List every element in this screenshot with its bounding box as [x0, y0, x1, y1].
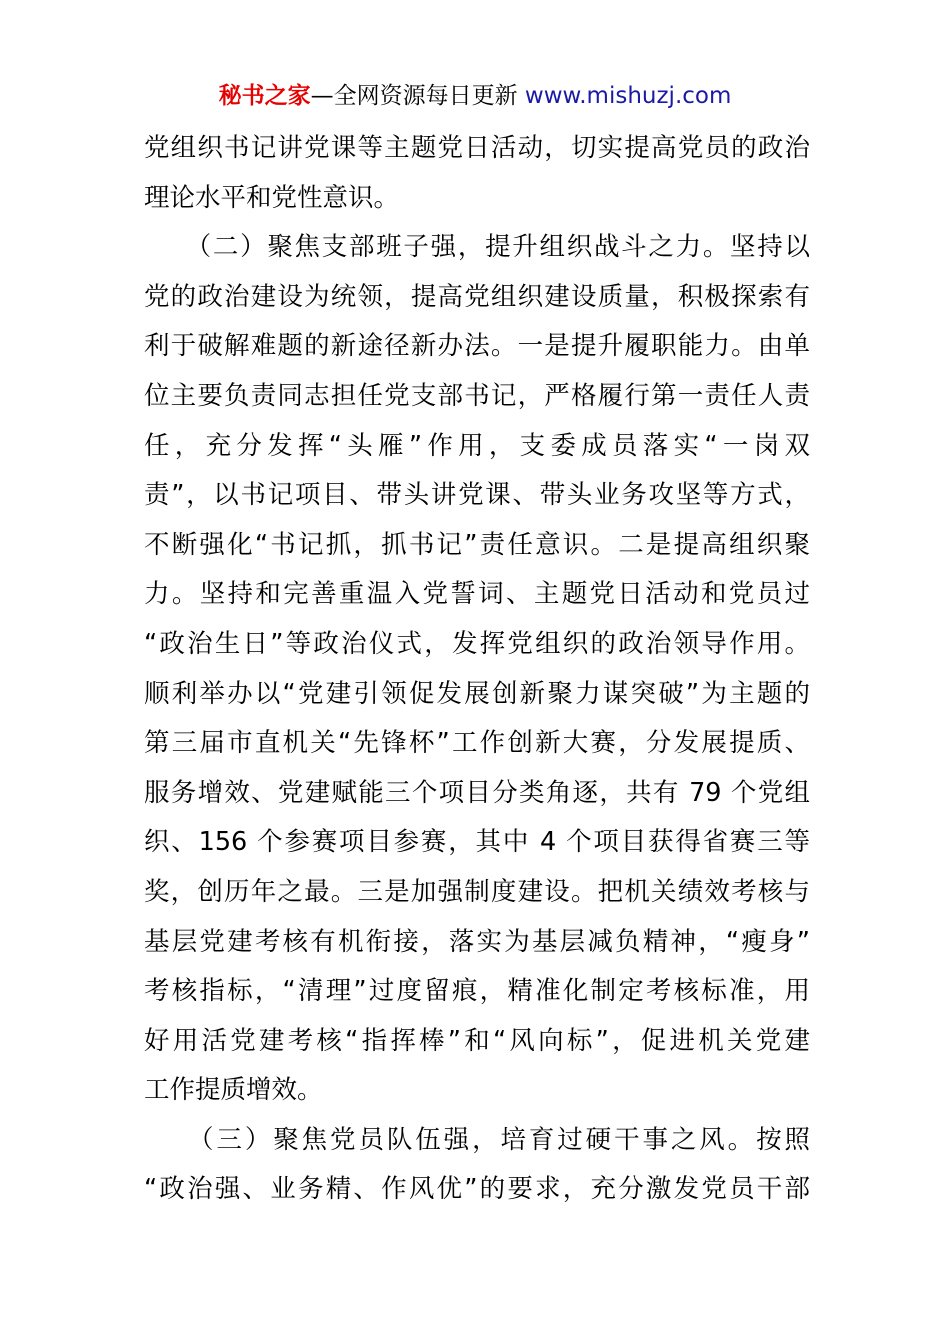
site-brand: 秘书之家: [218, 83, 311, 109]
text-line: 力。坚持和完善重温入党誓词、主题党日活动和党员过: [144, 579, 810, 610]
text-line: 奖，创历年之最。三是加强制度建设。把机关绩效考核与: [144, 876, 810, 907]
text-line: 第三届市直机关“先锋杯”工作创新大赛，分发展提质、: [144, 728, 810, 759]
site-tagline: —全网资源每日更新: [310, 83, 525, 109]
text-line: 服务增效、党建赋能三个项目分类角逐，共有 79 个党组: [144, 777, 810, 808]
text-line: 顺利举办以“党建引领促发展创新聚力谋突破”为主题的: [144, 678, 810, 709]
text-line: “政治生日”等政治仪式，发挥党组织的政治领导作用。: [144, 628, 810, 659]
site-url-link[interactable]: www.mishuzj.com: [524, 83, 732, 109]
document-body: [144, 124, 810, 1215]
text-line: 任，充分发挥“头雁”作用，支委成员落实“一岗双: [144, 430, 810, 461]
text-line: 好用活党建考核“指挥棒”和“风向标”，促进机关党建: [144, 1025, 810, 1056]
text-line: 位主要负责同志担任党支部书记，严格履行第一责任人责: [144, 380, 810, 411]
text-line: 考核指标，“清理”过度留痕，精准化制定考核标准，用: [144, 976, 810, 1007]
text-line: “政治强、业务精、作风优”的要求，充分激发党员干部: [144, 1174, 810, 1205]
text-line: 责”，以书记项目、带头讲党课、带头业务攻坚等方式，: [144, 480, 810, 511]
text-line: （二）聚焦支部班子强，提升组织战斗之力。坚持以: [144, 232, 810, 263]
text-line: （三）聚焦党员队伍强，培育过硬干事之风。按照: [144, 1124, 810, 1155]
text-line: 党组织书记讲党课等主题党日活动，切实提高党员的政治: [144, 133, 810, 163]
text-line: 织、156 个参赛项目参赛，其中 4 个项目获得省赛三等: [144, 827, 810, 858]
text-line: 基层党建考核有机衔接，落实为基层减负精神，“瘦身”: [144, 926, 810, 957]
text-line: 不断强化“书记抓，抓书记”责任意识。二是提高组织聚: [144, 529, 810, 560]
page-header: [0, 80, 950, 112]
text-line: 工作提质增效。: [144, 1075, 323, 1106]
text-line: 理论水平和党性意识。: [144, 182, 400, 213]
text-line: 利于破解难题的新途径新办法。一是提升履职能力。由单: [144, 331, 810, 362]
text-line: 党的政治建设为统领，提高党组织建设质量，积极探索有: [144, 281, 810, 312]
